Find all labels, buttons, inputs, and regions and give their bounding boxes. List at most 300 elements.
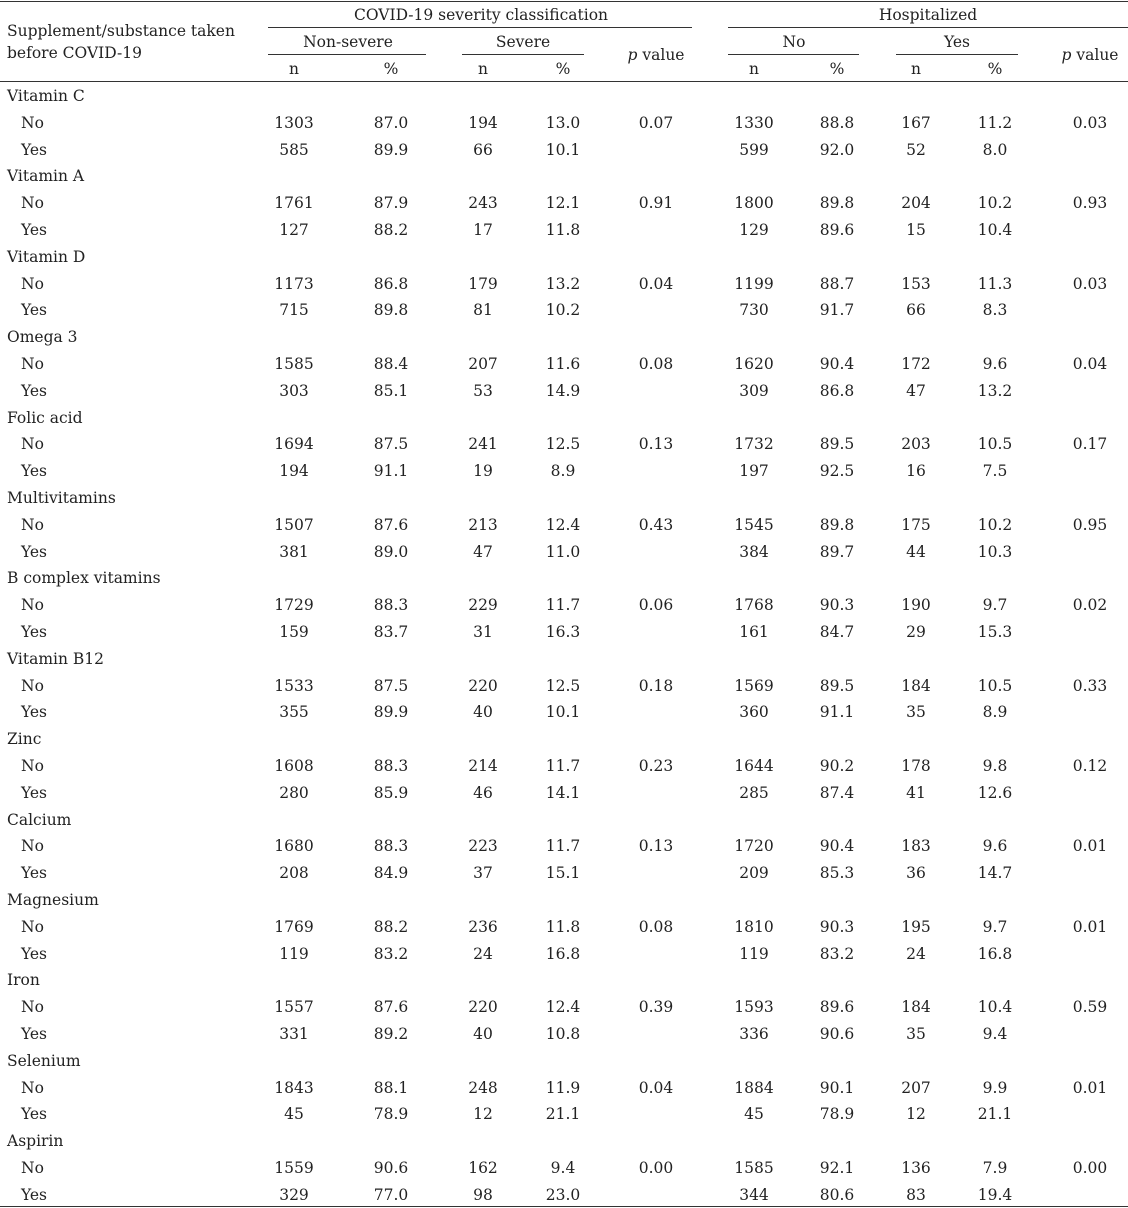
cell-s-pct: 23.0 bbox=[545, 1185, 581, 1204]
cell-hy-pct: 8.9 bbox=[982, 703, 1008, 722]
cell-s-n: 17 bbox=[473, 221, 493, 239]
cell-hy-n: 29 bbox=[906, 623, 926, 641]
cell-hn-n: 1800 bbox=[734, 194, 774, 213]
cell-s-n: 248 bbox=[468, 1078, 498, 1097]
cell-hn-n: 309 bbox=[739, 381, 769, 400]
cell-s-pct: 12.1 bbox=[545, 194, 581, 213]
cell-hn-n: 1545 bbox=[734, 515, 774, 534]
cell-s-pct: 12.4 bbox=[545, 515, 581, 534]
cell-ns-pct: 91.1 bbox=[373, 462, 409, 481]
cell-s-n: 37 bbox=[473, 864, 493, 883]
cell-hy-n: 12 bbox=[906, 1105, 926, 1124]
cell-ns-n: 127 bbox=[279, 221, 309, 239]
cell-ns-n: 1173 bbox=[274, 274, 314, 293]
cell-ns-pct: 83.7 bbox=[373, 623, 409, 641]
cell-hy-n: 136 bbox=[901, 1159, 931, 1177]
cell-hn-n: 129 bbox=[739, 221, 769, 239]
cell-hn-pct: 87.4 bbox=[819, 783, 855, 802]
cell-p2: 0.95 bbox=[1072, 515, 1108, 534]
cell-p1: 0.23 bbox=[638, 757, 674, 775]
supplement-name: Selenium bbox=[7, 1051, 81, 1070]
cell-hn-n: 45 bbox=[744, 1105, 764, 1124]
cell-hy-pct: 9.7 bbox=[982, 596, 1008, 615]
cell-hy-n: 184 bbox=[901, 998, 931, 1017]
severe-header: Severe bbox=[495, 33, 551, 51]
supplement-name: Vitamin D bbox=[7, 247, 86, 266]
response-label-no: No bbox=[21, 1078, 44, 1097]
cell-hy-n: 47 bbox=[906, 381, 926, 400]
cell-hy-pct: 8.0 bbox=[982, 140, 1008, 159]
response-label-no: No bbox=[21, 113, 44, 132]
cell-hn-pct: 89.6 bbox=[819, 998, 855, 1017]
cell-hy-pct: 10.2 bbox=[977, 194, 1013, 213]
cell-s-n: 31 bbox=[473, 623, 493, 641]
cell-ns-pct: 89.9 bbox=[373, 703, 409, 722]
cell-s-n: 24 bbox=[473, 944, 493, 963]
response-label-no: No bbox=[21, 596, 44, 615]
cell-s-pct: 12.5 bbox=[545, 676, 581, 695]
cell-s-pct: 13.0 bbox=[545, 113, 581, 132]
cell-hn-n: 209 bbox=[739, 864, 769, 883]
cell-s-pct: 14.1 bbox=[545, 783, 581, 802]
response-label-no: No bbox=[21, 917, 44, 936]
supplement-name: Aspirin bbox=[7, 1132, 64, 1151]
response-label-yes: Yes bbox=[21, 301, 48, 320]
cell-hy-n: 15 bbox=[906, 221, 926, 239]
cell-ns-n: 355 bbox=[279, 703, 309, 722]
cell-ns-pct: 86.8 bbox=[373, 274, 409, 293]
cell-hy-pct: 7.9 bbox=[982, 1159, 1008, 1177]
response-label-no: No bbox=[21, 435, 44, 454]
supplement-name: Folic acid bbox=[7, 408, 83, 427]
cell-s-pct: 12.4 bbox=[545, 998, 581, 1017]
cell-ns-pct: 85.9 bbox=[373, 783, 409, 802]
cell-ns-pct: 87.6 bbox=[373, 515, 409, 534]
cell-hn-n: 1620 bbox=[734, 355, 774, 373]
cell-hn-pct: 78.9 bbox=[819, 1105, 855, 1124]
cell-s-n: 214 bbox=[468, 757, 498, 775]
cell-p1: 0.06 bbox=[638, 596, 674, 615]
response-label-no: No bbox=[21, 837, 44, 856]
hospitalized-group-rule bbox=[728, 27, 1128, 28]
cell-hy-pct: 16.8 bbox=[977, 944, 1013, 963]
cell-s-pct: 16.8 bbox=[545, 944, 581, 963]
cell-ns-n: 119 bbox=[279, 944, 309, 963]
response-label-no: No bbox=[21, 757, 44, 775]
cell-ns-pct: 89.8 bbox=[373, 301, 409, 320]
cell-hy-pct: 10.5 bbox=[977, 676, 1013, 695]
cell-ns-n: 1533 bbox=[274, 676, 314, 695]
response-label-yes: Yes bbox=[21, 221, 48, 239]
cell-ns-pct: 88.3 bbox=[373, 596, 409, 615]
cell-s-pct: 11.8 bbox=[545, 917, 581, 936]
cell-ns-pct: 88.2 bbox=[373, 917, 409, 936]
cell-ns-pct: 87.6 bbox=[373, 998, 409, 1017]
cell-hn-n: 730 bbox=[739, 301, 769, 320]
response-label-no: No bbox=[21, 998, 44, 1017]
cell-ns-pct: 84.9 bbox=[373, 864, 409, 883]
cell-hn-pct: 89.8 bbox=[819, 515, 855, 534]
cell-hn-pct: 90.2 bbox=[819, 757, 855, 775]
cell-hn-n: 1569 bbox=[734, 676, 774, 695]
cell-s-n: 46 bbox=[473, 783, 493, 802]
response-label-no: No bbox=[21, 1159, 44, 1177]
cell-ns-pct: 88.3 bbox=[373, 757, 409, 775]
cell-hn-pct: 90.1 bbox=[819, 1078, 855, 1097]
cell-s-n: 40 bbox=[473, 703, 493, 722]
cell-p2: 0.01 bbox=[1072, 917, 1108, 936]
p-suffix: value bbox=[1071, 46, 1119, 64]
cell-s-pct: 11.0 bbox=[545, 542, 581, 561]
cell-p1: 0.43 bbox=[638, 515, 674, 534]
response-label-no: No bbox=[21, 355, 44, 373]
cell-hn-n: 1593 bbox=[734, 998, 774, 1017]
cell-ns-n: 208 bbox=[279, 864, 309, 883]
cell-hy-pct: 7.5 bbox=[982, 462, 1008, 481]
cell-s-pct: 8.9 bbox=[550, 462, 576, 481]
cell-ns-n: 1769 bbox=[274, 917, 314, 936]
non-severe-rule bbox=[268, 54, 426, 55]
cell-hn-pct: 83.2 bbox=[819, 944, 855, 963]
cell-s-pct: 10.1 bbox=[545, 140, 581, 159]
cell-hy-n: 204 bbox=[901, 194, 931, 213]
response-label-no: No bbox=[21, 515, 44, 534]
cell-hy-n: 52 bbox=[906, 140, 926, 159]
cell-hy-n: 183 bbox=[901, 837, 931, 856]
response-label-yes: Yes bbox=[21, 783, 48, 802]
cell-hy-pct: 9.7 bbox=[982, 917, 1008, 936]
cell-s-pct: 11.7 bbox=[545, 837, 581, 856]
supplement-name: Vitamin A bbox=[7, 167, 85, 186]
cell-p1: 0.04 bbox=[638, 1078, 674, 1097]
response-label-yes: Yes bbox=[21, 1185, 48, 1204]
cell-s-pct: 11.6 bbox=[545, 355, 581, 373]
cell-ns-n: 194 bbox=[279, 462, 309, 481]
cell-p2: 0.33 bbox=[1072, 676, 1108, 695]
cell-hn-pct: 90.3 bbox=[819, 917, 855, 936]
cell-hn-pct: 92.1 bbox=[819, 1159, 855, 1177]
response-label-yes: Yes bbox=[21, 462, 48, 481]
cell-ns-pct: 88.4 bbox=[373, 355, 409, 373]
p-italic: p bbox=[1061, 46, 1072, 64]
cell-s-n: 207 bbox=[468, 355, 498, 373]
cell-hy-n: 16 bbox=[906, 462, 926, 481]
cell-p2: 0.03 bbox=[1072, 113, 1108, 132]
s-pct-header: % bbox=[555, 60, 571, 78]
supplement-name: Calcium bbox=[7, 810, 72, 829]
cell-hy-pct: 9.4 bbox=[982, 1025, 1008, 1043]
cell-hn-pct: 86.8 bbox=[819, 381, 855, 400]
cell-hy-n: 35 bbox=[906, 703, 926, 722]
cell-ns-n: 1694 bbox=[274, 435, 314, 454]
cell-s-pct: 11.8 bbox=[545, 221, 581, 239]
cell-s-pct: 14.9 bbox=[545, 381, 581, 400]
p-suffix: value bbox=[637, 46, 685, 64]
cell-ns-n: 1608 bbox=[274, 757, 314, 775]
cell-hy-n: 35 bbox=[906, 1025, 926, 1043]
cell-hn-pct: 84.7 bbox=[819, 623, 855, 641]
cell-p1: 0.07 bbox=[638, 113, 674, 132]
cell-s-n: 223 bbox=[468, 837, 498, 856]
cell-p1: 0.39 bbox=[638, 998, 674, 1017]
severe-rule bbox=[462, 54, 584, 55]
cell-p2: 0.17 bbox=[1072, 435, 1108, 454]
supplement-header-line2: before COVID-19 bbox=[7, 44, 142, 62]
cell-hn-n: 119 bbox=[739, 944, 769, 963]
cell-hn-n: 1720 bbox=[734, 837, 774, 856]
cell-s-n: 81 bbox=[473, 301, 493, 320]
cell-ns-pct: 89.2 bbox=[373, 1025, 409, 1043]
cell-hy-n: 66 bbox=[906, 301, 926, 320]
cell-hn-n: 1644 bbox=[734, 757, 774, 775]
p-value-header-severity bbox=[628, 46, 685, 64]
cell-ns-n: 45 bbox=[284, 1105, 304, 1124]
cell-hn-n: 197 bbox=[739, 462, 769, 481]
cell-hn-pct: 89.5 bbox=[819, 676, 855, 695]
cell-hn-pct: 89.5 bbox=[819, 435, 855, 454]
cell-s-pct: 15.1 bbox=[545, 864, 581, 883]
cell-p1: 0.13 bbox=[638, 837, 674, 856]
cell-hn-pct: 89.8 bbox=[819, 194, 855, 213]
response-label-yes: Yes bbox=[21, 381, 48, 400]
cell-p2: 0.02 bbox=[1072, 596, 1108, 615]
cell-p2: 0.00 bbox=[1072, 1159, 1108, 1177]
cell-hy-pct: 10.3 bbox=[977, 542, 1013, 561]
cell-hn-n: 384 bbox=[739, 542, 769, 561]
cell-hn-n: 360 bbox=[739, 703, 769, 722]
cell-s-n: 66 bbox=[473, 140, 493, 159]
cell-s-pct: 16.3 bbox=[545, 623, 581, 641]
cell-hy-n: 24 bbox=[906, 944, 926, 963]
cell-s-n: 220 bbox=[468, 998, 498, 1017]
hy-n-header: n bbox=[911, 60, 921, 78]
p-italic: p bbox=[627, 46, 638, 64]
cell-hn-pct: 85.3 bbox=[819, 864, 855, 883]
cell-ns-pct: 88.1 bbox=[373, 1078, 409, 1097]
cell-hy-n: 83 bbox=[906, 1185, 926, 1204]
cell-hn-n: 1768 bbox=[734, 596, 774, 615]
cell-s-pct: 12.5 bbox=[545, 435, 581, 454]
cell-s-n: 229 bbox=[468, 596, 498, 615]
cell-p1: 0.13 bbox=[638, 435, 674, 454]
cell-ns-pct: 90.6 bbox=[373, 1159, 409, 1177]
cell-s-n: 53 bbox=[473, 381, 493, 400]
supplement-name: Vitamin B12 bbox=[7, 649, 105, 668]
hospitalized-group-header: Hospitalized bbox=[878, 6, 978, 24]
cell-p1: 0.08 bbox=[638, 355, 674, 373]
cell-ns-pct: 89.9 bbox=[373, 140, 409, 159]
cell-hy-pct: 15.3 bbox=[977, 623, 1013, 641]
response-label-yes: Yes bbox=[21, 1105, 48, 1124]
hn-n-header: n bbox=[749, 60, 759, 78]
hosp-yes-header: Yes bbox=[943, 33, 971, 51]
response-label-yes: Yes bbox=[21, 703, 48, 722]
cell-hy-pct: 9.9 bbox=[982, 1078, 1008, 1097]
supplement-name: Multivitamins bbox=[7, 489, 116, 507]
cell-s-n: 243 bbox=[468, 194, 498, 213]
hn-pct-header: % bbox=[829, 60, 845, 78]
cell-hn-pct: 90.3 bbox=[819, 596, 855, 615]
cell-s-pct: 10.8 bbox=[545, 1025, 581, 1043]
supplement-header bbox=[7, 20, 235, 64]
cell-ns-pct: 87.9 bbox=[373, 194, 409, 213]
response-label-yes: Yes bbox=[21, 1025, 48, 1043]
cell-ns-n: 715 bbox=[279, 301, 309, 320]
cell-hn-n: 336 bbox=[739, 1025, 769, 1043]
cell-p1: 0.08 bbox=[638, 917, 674, 936]
cell-s-n: 220 bbox=[468, 676, 498, 695]
cell-s-n: 12 bbox=[473, 1105, 493, 1124]
response-label-yes: Yes bbox=[21, 140, 48, 159]
cell-ns-n: 1507 bbox=[274, 515, 314, 534]
header-bottom-rule bbox=[0, 81, 1128, 82]
supplement-name: Zinc bbox=[7, 730, 42, 749]
cell-hy-n: 190 bbox=[901, 596, 931, 615]
cell-p1: 0.91 bbox=[638, 194, 674, 213]
cell-ns-n: 303 bbox=[279, 381, 309, 400]
cell-hn-pct: 89.7 bbox=[819, 542, 855, 561]
response-label-yes: Yes bbox=[21, 944, 48, 963]
severity-group-rule bbox=[268, 27, 692, 28]
cell-hn-pct: 80.6 bbox=[819, 1185, 855, 1204]
cell-s-pct: 11.7 bbox=[545, 596, 581, 615]
cell-hy-pct: 9.6 bbox=[982, 355, 1008, 373]
cell-hy-pct: 9.6 bbox=[982, 837, 1008, 856]
cell-p1: 0.18 bbox=[638, 676, 674, 695]
non-severe-header: Non-severe bbox=[303, 33, 393, 51]
response-label-yes: Yes bbox=[21, 864, 48, 883]
cell-hy-n: 203 bbox=[901, 435, 931, 454]
cell-hy-pct: 10.2 bbox=[977, 515, 1013, 534]
cell-ns-n: 1585 bbox=[274, 355, 314, 373]
cell-hy-pct: 11.3 bbox=[977, 274, 1013, 293]
cell-hy-pct: 21.1 bbox=[977, 1105, 1013, 1124]
cell-p2: 0.03 bbox=[1072, 274, 1108, 293]
cell-hn-n: 1330 bbox=[734, 113, 774, 132]
cell-s-n: 98 bbox=[473, 1185, 493, 1204]
cell-ns-pct: 85.1 bbox=[373, 381, 409, 400]
cell-p2: 0.93 bbox=[1072, 194, 1108, 213]
cell-hn-n: 1810 bbox=[734, 917, 774, 936]
cell-ns-n: 1680 bbox=[274, 837, 314, 856]
cell-s-pct: 13.2 bbox=[545, 274, 581, 293]
cell-hy-n: 44 bbox=[906, 542, 926, 561]
response-label-yes: Yes bbox=[21, 542, 48, 561]
cell-hn-pct: 91.7 bbox=[819, 301, 855, 320]
p-value-header-hospitalized bbox=[1062, 46, 1119, 64]
cell-ns-n: 585 bbox=[279, 140, 309, 159]
cell-s-pct: 21.1 bbox=[545, 1105, 581, 1124]
cell-ns-pct: 87.5 bbox=[373, 676, 409, 695]
ns-pct-header: % bbox=[383, 60, 399, 78]
cell-hy-pct: 10.4 bbox=[977, 998, 1013, 1017]
cell-s-n: 194 bbox=[468, 113, 498, 132]
table-top-rule bbox=[0, 1, 1128, 2]
cell-hn-n: 1199 bbox=[734, 274, 774, 293]
cell-hy-pct: 19.4 bbox=[977, 1185, 1013, 1204]
supplement-name: Magnesium bbox=[7, 891, 99, 909]
response-label-no: No bbox=[21, 274, 44, 293]
cell-s-pct: 9.4 bbox=[550, 1159, 576, 1177]
s-n-header: n bbox=[478, 60, 488, 78]
cell-hn-pct: 90.6 bbox=[819, 1025, 855, 1043]
cell-s-n: 236 bbox=[468, 917, 498, 936]
cell-s-pct: 11.9 bbox=[545, 1078, 581, 1097]
cell-hn-pct: 88.8 bbox=[819, 113, 855, 132]
supplement-header-line1: Supplement/substance taken bbox=[7, 22, 235, 40]
cell-hy-pct: 13.2 bbox=[977, 381, 1013, 400]
cell-ns-pct: 77.0 bbox=[373, 1185, 409, 1204]
response-label-no: No bbox=[21, 676, 44, 695]
cell-hn-n: 344 bbox=[739, 1185, 769, 1204]
cell-hy-n: 175 bbox=[901, 515, 931, 534]
hy-pct-header: % bbox=[987, 60, 1003, 78]
cell-hn-n: 599 bbox=[739, 140, 769, 159]
cell-hy-n: 184 bbox=[901, 676, 931, 695]
cell-hn-pct: 88.7 bbox=[819, 274, 855, 293]
cell-s-n: 40 bbox=[473, 1025, 493, 1043]
cell-hn-n: 1732 bbox=[734, 435, 774, 454]
cell-hn-pct: 92.0 bbox=[819, 140, 855, 159]
cell-p2: 0.59 bbox=[1072, 998, 1108, 1017]
cell-hn-n: 1884 bbox=[734, 1078, 774, 1097]
cell-p2: 0.01 bbox=[1072, 1078, 1108, 1097]
cell-hy-n: 195 bbox=[901, 917, 931, 936]
cell-ns-pct: 78.9 bbox=[373, 1105, 409, 1124]
cell-hy-n: 36 bbox=[906, 864, 926, 883]
cell-ns-n: 280 bbox=[279, 783, 309, 802]
cell-ns-n: 1843 bbox=[274, 1078, 314, 1097]
cell-hy-n: 41 bbox=[906, 783, 926, 802]
cell-ns-n: 1729 bbox=[274, 596, 314, 615]
cell-ns-pct: 88.2 bbox=[373, 221, 409, 239]
cell-p1: 0.04 bbox=[638, 274, 674, 293]
supplement-name: Omega 3 bbox=[7, 328, 78, 347]
cell-ns-n: 329 bbox=[279, 1185, 309, 1204]
cell-s-n: 179 bbox=[468, 274, 498, 293]
cell-hy-pct: 12.6 bbox=[977, 783, 1013, 802]
hosp-no-rule bbox=[728, 54, 859, 55]
cell-p2: 0.04 bbox=[1072, 355, 1108, 373]
cell-s-n: 213 bbox=[468, 515, 498, 534]
supplement-name: B complex vitamins bbox=[7, 569, 161, 588]
cell-s-n: 241 bbox=[468, 435, 498, 454]
cell-s-pct: 10.1 bbox=[545, 703, 581, 722]
response-label-yes: Yes bbox=[21, 623, 48, 641]
cell-ns-n: 1557 bbox=[274, 998, 314, 1017]
cell-s-pct: 11.7 bbox=[545, 757, 581, 775]
table-bottom-rule bbox=[0, 1206, 1128, 1207]
cell-hn-pct: 89.6 bbox=[819, 221, 855, 239]
cell-s-n: 162 bbox=[468, 1159, 498, 1177]
cell-ns-pct: 87.5 bbox=[373, 435, 409, 454]
cell-hy-pct: 11.2 bbox=[977, 113, 1013, 132]
hosp-no-header: No bbox=[782, 33, 806, 51]
cell-p1: 0.00 bbox=[638, 1159, 674, 1177]
cell-hy-n: 178 bbox=[901, 757, 931, 775]
cell-s-n: 47 bbox=[473, 542, 493, 561]
cell-ns-n: 1761 bbox=[274, 194, 314, 213]
cell-hn-n: 1585 bbox=[734, 1159, 774, 1177]
cell-ns-n: 381 bbox=[279, 542, 309, 561]
cell-hy-pct: 9.8 bbox=[982, 757, 1008, 775]
cell-hy-n: 153 bbox=[901, 274, 931, 293]
cell-hy-pct: 14.7 bbox=[977, 864, 1013, 883]
hosp-yes-rule bbox=[896, 54, 1018, 55]
cell-p2: 0.12 bbox=[1072, 757, 1108, 775]
cell-hn-pct: 90.4 bbox=[819, 355, 855, 373]
cell-hn-pct: 90.4 bbox=[819, 837, 855, 856]
